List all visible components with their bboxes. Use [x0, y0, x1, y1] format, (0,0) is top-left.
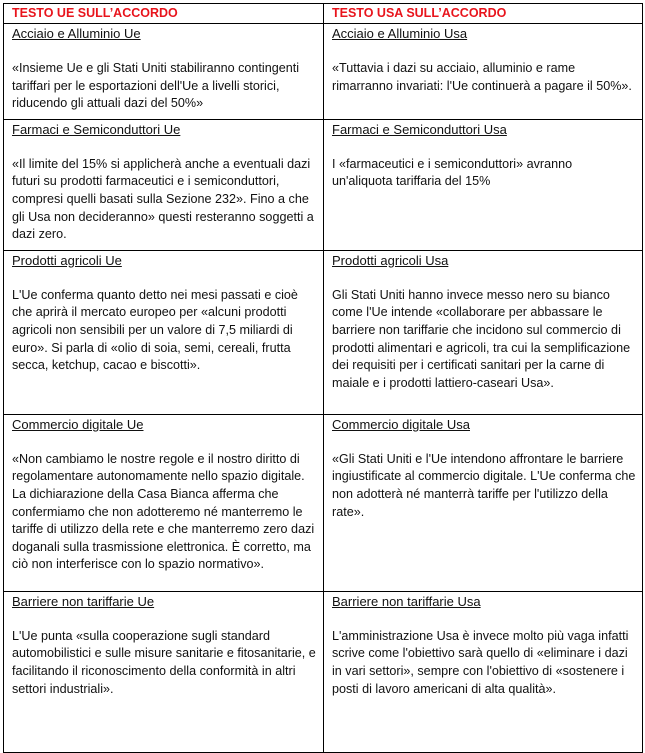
section-title-usa: Prodotti agricoli Usa: [332, 252, 449, 268]
section-title-ue: Farmaci e Semiconduttori Ue: [12, 121, 181, 137]
section-text-usa: L'amministrazione Usa è invece molto più vaga infatti scrive come l'obiettivo sarà quello di «eliminare i dazi in vari settori», sempre con l'obiettivo di «sostenere i posti di lavoro americani di alta qualità».: [332, 628, 629, 696]
table-row-digitale: [4, 414, 643, 591]
section-title-ue: Prodotti agricoli Ue: [12, 252, 122, 268]
comparison-table: [3, 3, 643, 753]
header-row: [4, 4, 643, 24]
section-title-usa: Acciaio e Alluminio Usa: [332, 26, 468, 41]
section-text-usa: Gli Stati Uniti hanno invece messo nero su bianco come l'Ue intende «collaborare per abbassare le barriere non tariffarie che incidono sul commercio di prodotti alimentari e agricoli, tra cui la semplificazione dei requisiti per i certificati sanitari per la carne di maiale e i prodotti lattiero-caseari Usa».: [332, 287, 631, 390]
cell-ue-farmaci: [4, 119, 324, 250]
section-text-ue: «Non cambiamo le nostre regole e il nostro diritto di regolamentare autonomamente nello spazio digitale. La dichiarazione della Casa Bianca afferma che confermiamo che non adotteremo né manterremo le tariffe di utilizzo della rete e che manterremo zero dazi doganali sulla trasmissione elettronica. È corretto, ma ciò non interferisce con lo spazio normativo».: [12, 451, 315, 572]
section-title-ue: Acciaio e Alluminio Ue: [12, 26, 141, 41]
section-text-usa: I «farmaceutici e i semiconduttori» avranno un'aliquota tariffaria del 15%: [332, 156, 573, 189]
section-title-ue: Barriere non tariffarie Ue: [12, 593, 155, 609]
cell-ue-agricoli: [4, 250, 324, 414]
table-row-agricoli: [4, 250, 643, 414]
section-title-ue: Commercio digitale Ue: [12, 416, 144, 432]
section-text-ue: L'Ue conferma quanto detto nei mesi passati e cioè che aprirà il mercato europeo per «alcuni prodotti agricoli non sensibili per un valore di 7,5 miliardi di euro». Si parla di «olio di soia, semi, cereali, frutta secca, ketchup, cacao e biscotti».: [12, 287, 298, 373]
section-text-ue: «Insieme Ue e gli Stati Uniti stabiliranno contingenti tariffari per le esportazioni dell'Ue a livelli storici, riducendo gli attuali dazi del 50%»: [12, 61, 300, 111]
section-text-usa: «Gli Stati Uniti e l'Ue intendono affrontare le barriere ingiustificate al commercio digitale. L'Ue conferma che non adotterà né manterrà tariffe per l'utilizzo della rate».: [332, 451, 636, 519]
section-text-ue: «Il limite del 15% si applicherà anche a eventuali dazi futuri su prodotti farmaceutici e i semiconduttori, compresi quelli basati sulla Sezione 232». Fino a che gli Usa non decideranno» questi resteranno soggetti a dazi zero.: [12, 156, 314, 242]
cell-usa-acciaio: [324, 24, 643, 120]
table-row-barriere: [4, 591, 643, 752]
cell-usa-agricoli: [324, 250, 643, 414]
table-row-farmaci: [4, 119, 643, 250]
section-text-ue: L'Ue punta «sulla cooperazione sugli standard automobilistici e sulle misure sanitarie e fitosanitarie, e facilitando il riconoscimento della conformità in altri settori industriali».: [12, 628, 316, 696]
section-text-usa: «Tuttavia i dazi su acciaio, alluminio e rame rimarranno invariati: l'Ue continuerà a pagare il 50%».: [332, 61, 632, 93]
cell-ue-acciaio: [4, 24, 324, 120]
cell-usa-digitale: [324, 414, 643, 591]
cell-usa-farmaci: [324, 119, 643, 250]
section-title-usa: Commercio digitale Usa: [332, 416, 470, 432]
cell-usa-barriere: [324, 591, 643, 752]
header-usa: TESTO USA SULL’ACCORDO: [324, 4, 643, 24]
header-ue: TESTO UE SULL’ACCORDO: [4, 4, 324, 24]
cell-ue-digitale: [4, 414, 324, 591]
section-title-usa: Barriere non tariffarie Usa: [332, 593, 481, 609]
cell-ue-barriere: [4, 591, 324, 752]
table-row-acciaio: [4, 24, 643, 120]
section-title-usa: Farmaci e Semiconduttori Usa: [332, 121, 507, 137]
